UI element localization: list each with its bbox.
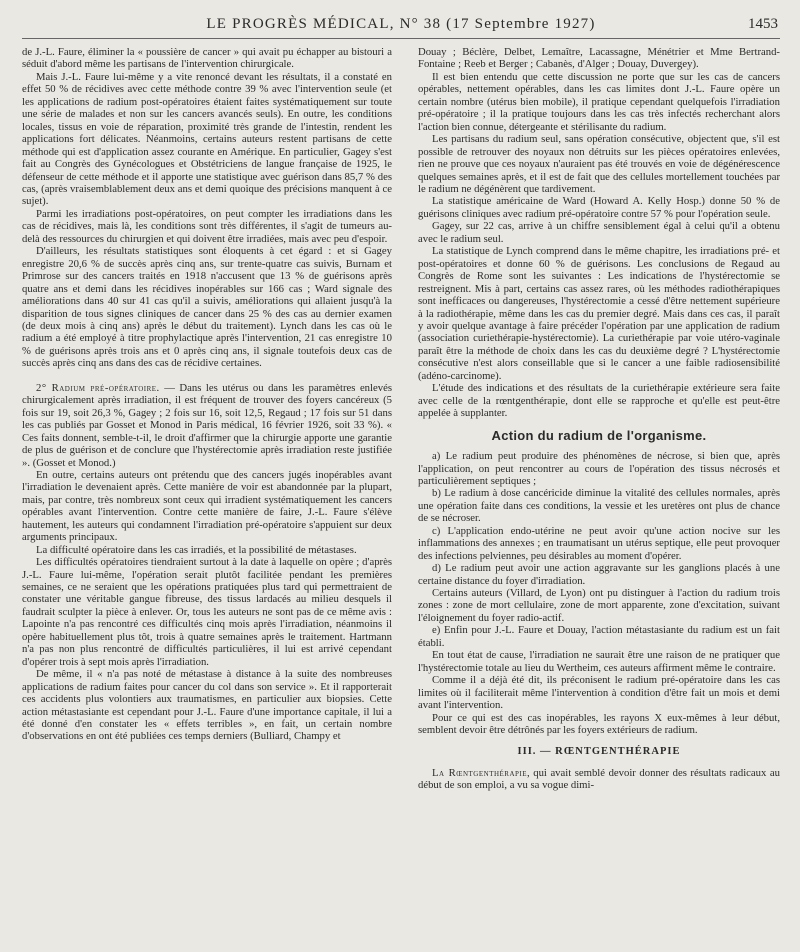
right-column [418,46,780,946]
paragraph: Parmi les irradiations post-opératoires, on peut compter les irradiations dans les cas de récidives, mais là, les conditions sont très différentes, il s'agit de tumeurs au-delà des ressources du chirurgien et qui doivent être irradiées, mais avec peu d'espoir. [22,207,392,245]
paragraph: Douay ; Béclère, Delbet, Lemaître, Lacassagne, Ménétrier et Mme Bertrand-Fontaine ; Reeb et Berger ; Cabanès, d'Alger ; Douay, Duvergey). [418,46,780,71]
paragraph: En outre, certains auteurs ont prétendu que des cancers jugés inopérables avant l'irradiation le devenaient après. Cette manière de voir est abandonnée par la plupart, mais, par contre, très nombreux sont ceux qui irradient systématiquement les cancers opérables avant l'intervention. Contre cette manière de faire, J.-L. Faure s'élève hautement, les auteurs qui condamnent l'irradiation pré-opératoire s'appuient sur deux arguments principaux. [22,468,392,544]
paragraph: Mais J.-L. Faure lui-même y a vite renoncé devant les résultats, il a constaté en effet 50 % de récidives avec cette méthode contre 39 % avec l'intervention seule (et les applications de radium post-opératoires étaient faites systématiquement sur toute une série de malades et non sur les cancers avancés seuls). En outre, les conditions locales, tissus en voie de réparation, proximité très grande de l'intestin, rendent les applications fort délicates. Néanmoins, certains auteurs restent partisans de cette méthode qui est d'application assez courante en Amérique. En particulier, Gagey s'est fait au Congrès des Gynécologues et Obstétriciens de langue française de 1925, le défenseur de cette méthode et il apporte une statistique avec guérison dans 85,7 % des cas, (après vraisemblablement deux ans et demi quoique des précisions manquent à ce sujet). [22,70,392,208]
left-column [22,46,392,946]
lead-in: La Rœntgenthérapie [432,766,528,779]
list-item: b) Le radium à dose cancéricide diminue la vitalité des cellules normales, après une opération faite dans ces conditions, la vessie et les uretères ont plus de chance de se nécroser. [418,487,780,525]
paragraph: Les difficultés opératoires tiendraient surtout à la date à laquelle on opère ; d'après J.-L. Faure lui-même, l'opération serait plutôt facilitée pendant les premières semaines, ce ne seraient que les opérations pratiquées plus tard qui permettraient de constater une véritable gangue fibreuse, des tissus lardacés au milieu desquels il faudrait sculpter la pièce à enlever. Or, tous les auteurs ne sont pas de ce même avis : Lapointe n'a pas rencontré ces difficultés cinq mois après l'irradiation, néanmoins il opère habituellement plus tôt, trois à quatre semaines après le traitement. Hartmann n'a pas non plus rencontré de difficultés particulières, il lui est arrivé cependant d'opérer trois à sept mois après l'irradiation. [22,556,392,668]
paragraph: Pour ce qui est des cas inopérables, les rayons X eux-mêmes à leur début, semblent devoir être détrônés par les foyers extérieurs de radium. [418,711,780,737]
paragraph: Gagey, sur 22 cas, arrive à un chiffre sensiblement égal à celui qu'il a obtenu avec le radium seul. [418,220,780,245]
paragraph: D'ailleurs, les résultats statistiques sont éloquents à cet égard : et si Gagey enregistre 20,6 % de succès après cinq ans, sur trente-quatre cas suivis, Burnam et Primrose sur des cancers traités en 1918 n'accusent que 13 % de guérisons après quatre ans et demi dans les récidives inopérables sur 166 cas ; Ward signale des améliorations dans 40 sur 41 cas qu'il a suivis, améliorations qui allaient jusqu'à la disparition de tous signes cliniques de cancer dans 25 % des cas au dernier examen (de deux mois à cinq ans) après le début du traitement). Lynch dans les cas où le radium a été employé à titre prophylactique après l'intervention, 21 cas enregistre 10 % de guérisons après trois ans et 0 après cinq ans, il signale toutefois deux cas de succès après cinq ans dans des cas de récidive certaines. [22,245,392,370]
list-item: e) Enfin pour J.-L. Faure et Douay, l'action métastasiante du radium est un fait établi. [418,624,780,649]
paragraph: L'étude des indications et des résultats de la curiethérapie extérieure sera faite avec celle de la rœntgenthérapie, dont elle se rapproche et qu'elle est peut-être appelée à supplanter. [418,382,780,420]
paragraph: Comme il a déjà été dit, ils préconisent le radium pré-opératoire dans les cas limites où il faciliterait même l'intervention à condition d'être fait un mois et demi avant l'intervention. [418,674,780,712]
paragraph: Les partisans du radium seul, sans opération consécutive, objectent que, s'il est possible de retrouver des noyaux non détruits sur les pièces opératoires enlevées, rien ne prouve que ces noyaux n'auraient pas été trouvés en voie de dégénérescence quelques semaines après, et il est de fait que des cellules mortellement touchées par le radium ne dégénèrent que tardivement. [418,133,780,195]
paragraph-text: — Dans les utérus ou dans les paramètres enlevés chirurgicalement après irradiation, il est fréquent de trouver des foyers cancéreux (5 fois sur 19, soit 26,3 %, Gagey ; 2 fois sur 16, soit 12,5, Regaud ; 17 fois sur 51 dans les cas publiés par Gosset et Monod in Paris médical, 16 février 1926, soit 33 %). « Ces faits donnent, semble-t-il, le droit d'affirmer que la chirurgie apporte une garantie de plus de guérison et de conclure que l'hystérectomie après irradiation reste justifiée ». (Gosset et Monod.) [22,381,392,469]
paragraph: de J.-L. Faure, éliminer la « poussière de cancer » qui avait pu échapper au bistouri a séduit d'abord même les partisans de l'intervention chirurgicale. [22,46,392,71]
section-heading: 2° Radium pré-opératoire. [36,381,160,394]
paragraph: De même, il « n'a pas noté de métastase à distance à la suite des nombreuses applications de radium faites pour cancer du col dans son service ». Et il rapporterait ces accidents plus volontiers aux traumatismes, en particulier aux biopsies. Cette action métastasiante est cependant pour J.-L. Faure d'une importance capitale, il lui a été donné d'en constater les « effets terribles », en fait, un certain nombre d'observations en ont été publiées ces temps derniers (Bulliard, Champy et [22,668,392,743]
paragraph: La statistique américaine de Ward (Howard A. Kelly Hosp.) donne 50 % de guérisons cliniques avec radium pré-opératoire contre 57 % pour l'opération seule. [418,195,780,220]
paragraph: La statistique de Lynch comprend dans le même chapitre, les irradiations pré- et post-opératoires et donne 60 % de guérisons. Les conclusions de Regaud au Congrès de Rome sont les suivantes : Les indications de l'hystérectomie se restreignent. Mis à part, certains cas assez rares, où les méthodes radiothérapiques sont inefficaces ou dangereuses, l'hystérectomie a cessé d'être nettement supérieure à la radiothérapie, même dans les cas du premier degré. Mais dans ces cas, il paraît y avoir quelque avantage à faire précéder l'opération par une application de radium (association curiethérapie-hystérectomie). La curiethérapie par voie utéro-vaginale paraît être la méthode de choix dans les cas du deuxième degré ? L'hystérectomie consécutive n'est alors conseillable que si le cancer a une faible radiosensibilité (adéno-carcinome). [418,245,780,382]
paragraph: En tout état de cause, l'irradiation ne saurait être une raison de ne pratiquer que l'hystérectomie totale au lieu du Wertheim, ces auteurs affirment même le contraire. [418,649,780,674]
list-item: c) L'application endo-utérine ne peut avoir qu'une action nocive sur les inflammations des annexes ; en traumatisant un utérus septique, elle peut provoquer des infections pelviennes, peu désirables au moment d'opérer. [418,524,780,562]
paragraph: Certains auteurs (Villard, de Lyon) ont pu distinguer à l'action du radium trois zones : zone de mort cellulaire, zone de mort apparente, zone d'excitation, suivant l'éloignement du foyer radio-actif. [418,587,780,624]
page-number: 1453 [748,16,778,32]
list-item: a) Le radium peut produire des phénomènes de nécrose, si bien que, après l'application, on peut rencontrer au cours de l'opération des tissus nécrosés et particulièrement septiques ; [418,450,780,487]
paragraph [418,767,780,792]
journal-title: LE PROGRÈS MÉDICAL, N° 38 (17 Septembre 1927) [206,16,596,32]
paragraph-text: , qui avait semblé devoir donner des résultats radicaux au début de son emploi, a vu sa vogue dimi- [418,766,780,792]
paragraph: La difficulté opératoire dans les cas irradiés, et la possibilité de métastases. [36,543,357,556]
subsection-title: III. — RŒNTGENTHÉRAPIE [517,746,681,758]
paragraph [22,382,392,469]
paragraph: Il est bien entendu que cette discussion ne porte que sur les cas de cancers opérables, nettement opérables, dans les cas limites dont J.-L. Faure opère un certain nombre (utérus bien mobile), il pratique cependant quelquefois l'irradiation pré-opératoire ; il la pratique toujours dans les cas très infectés recherchant alors l'action bien connue, détergeante et stérilisante du radium. [418,70,780,133]
section-title: Action du radium de l'organisme. [491,427,707,443]
running-header [22,14,780,39]
list-item: d) Le radium peut avoir une action aggravante sur les ganglions placés à une certaine distance du foyer d'irradiation. [418,562,780,587]
